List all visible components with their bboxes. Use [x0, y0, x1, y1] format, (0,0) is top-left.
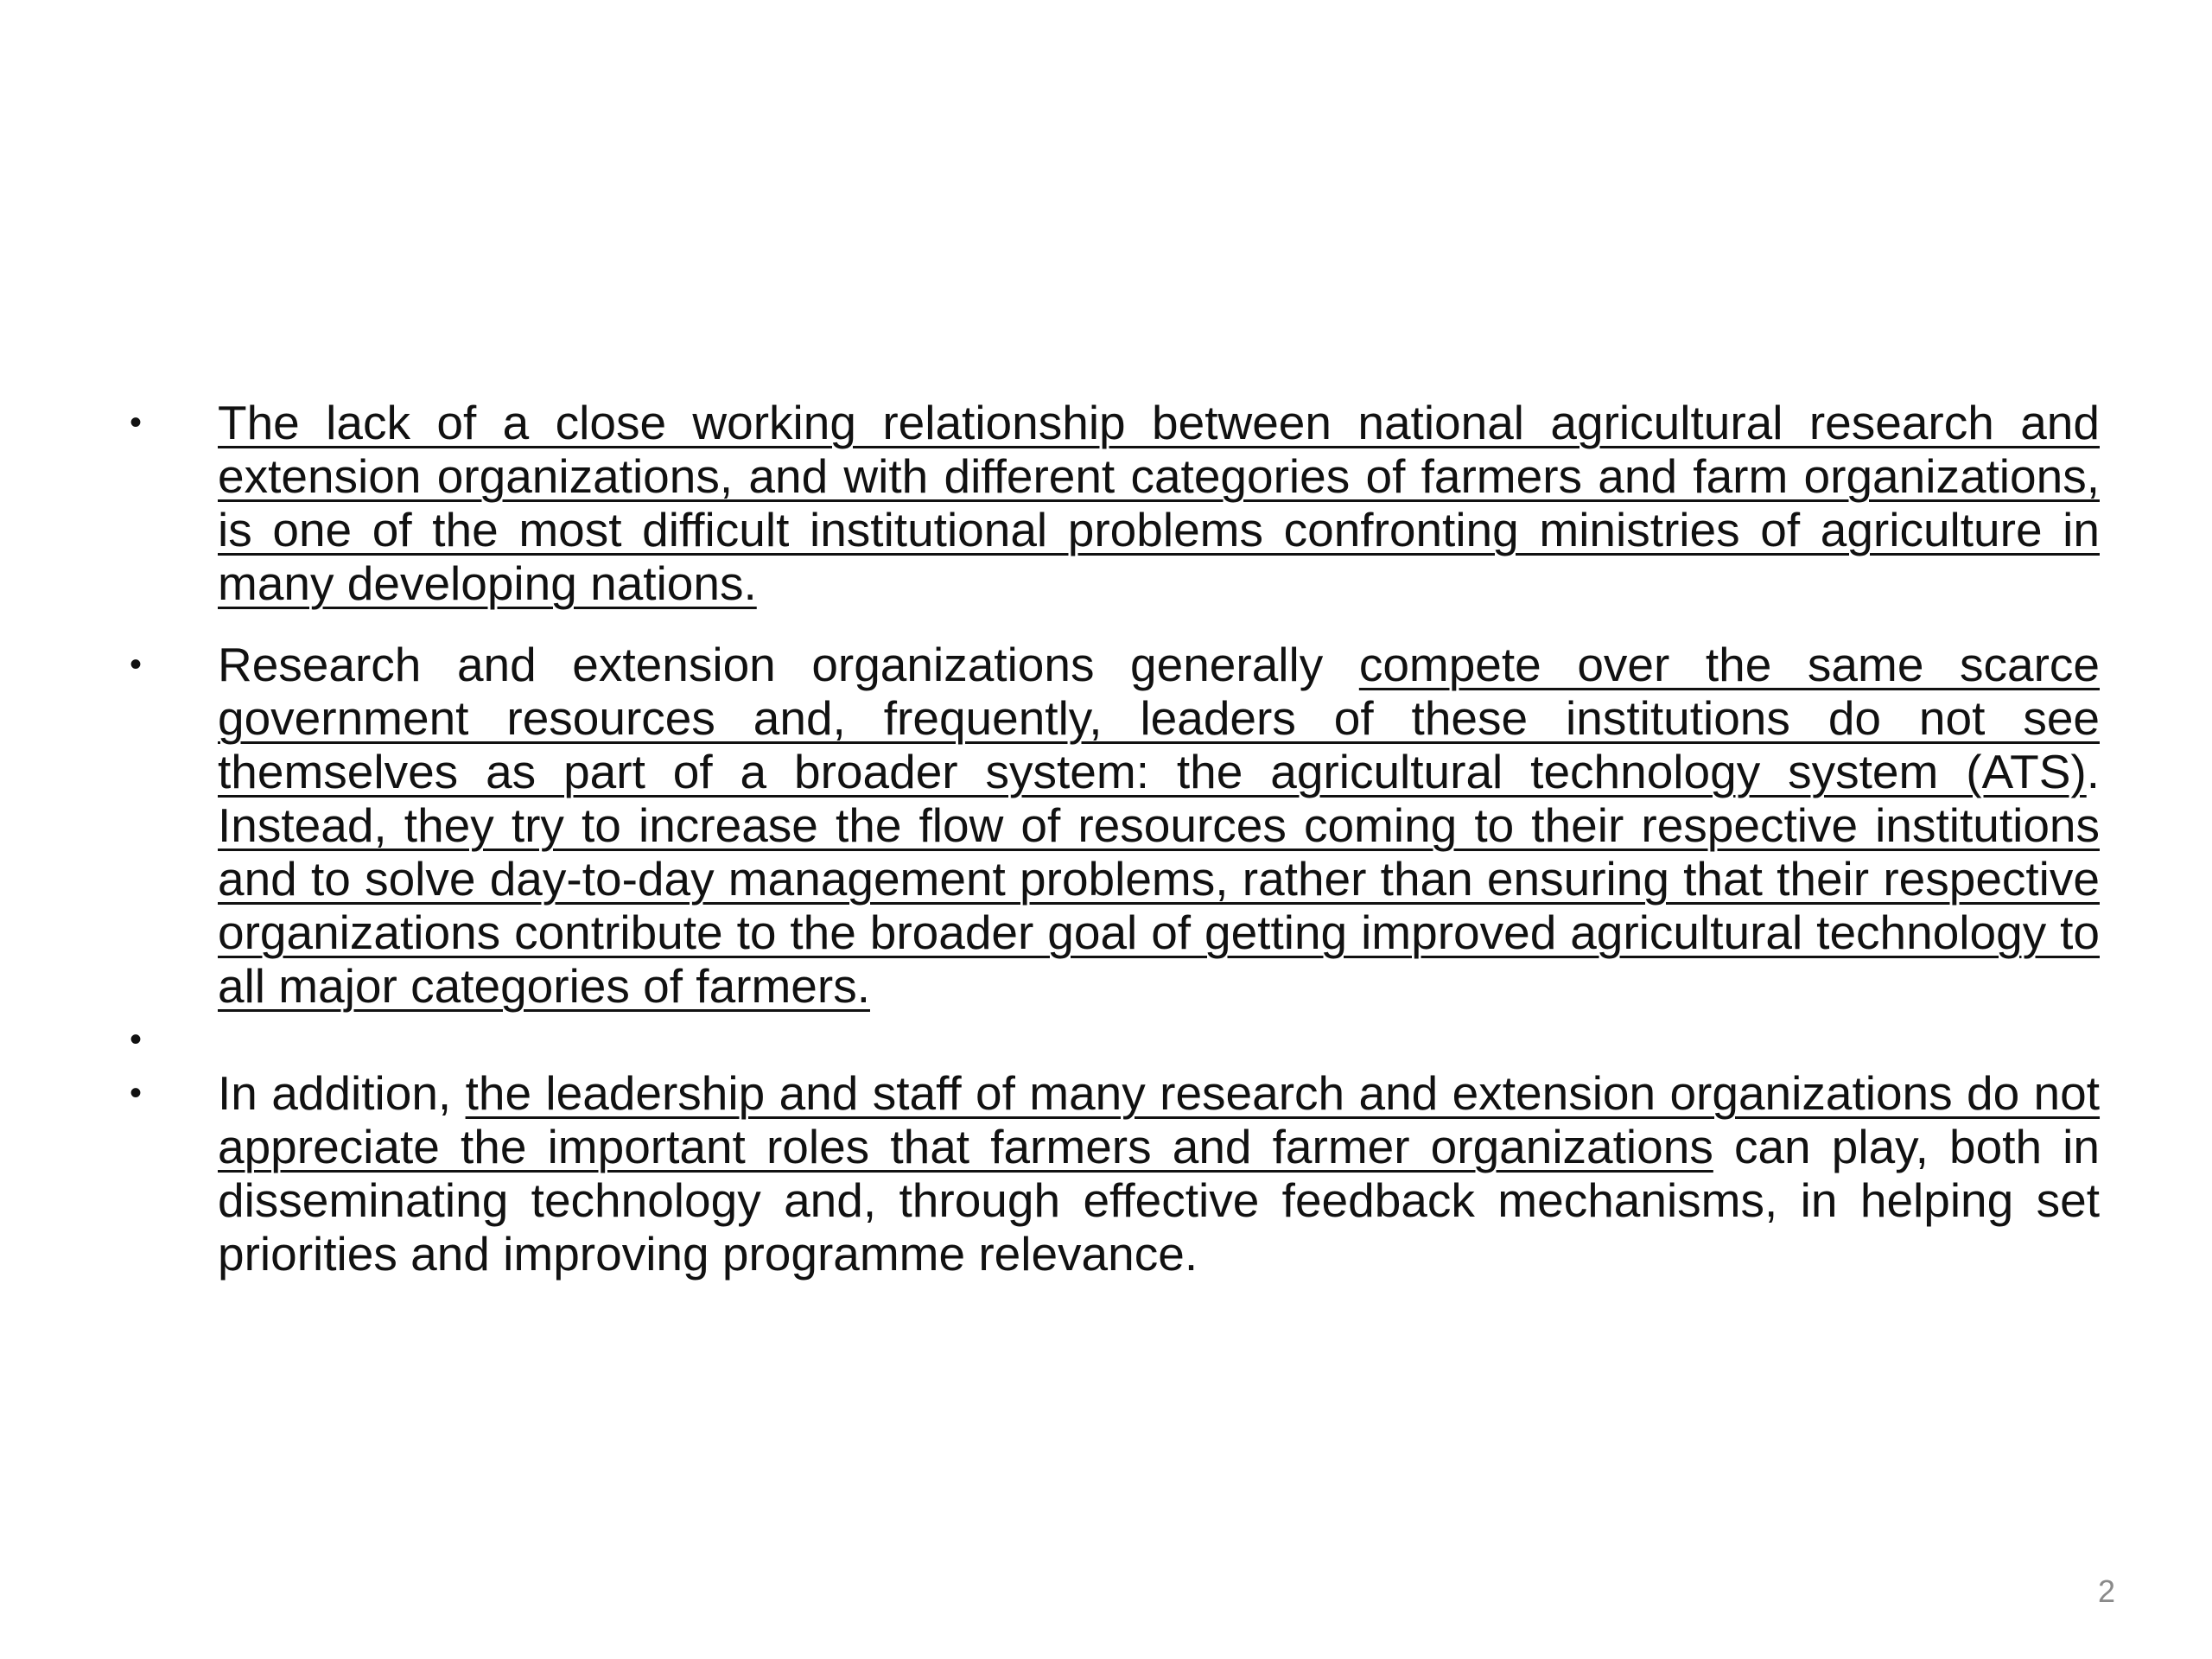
bullet-2-underlined-text-2: Instead, they try to increase the flow of resources coming to their respective institutions and to solve day-to-day management problems, rather than ensuring that their respective organizations contribute to the broader goal of getting improved agricultural technology to all major categories of farmers.: [218, 798, 2100, 1013]
bullet-icon: •: [130, 404, 143, 442]
bullet-3-underlined-text: the leadership and staff of many research and extension organizations do not appreciate the important roles that farmers and farmer organizations: [218, 1066, 2101, 1173]
bullet-list: [130, 396, 2100, 1281]
slide-number: 2: [2097, 1573, 2115, 1609]
bullet-2-underlined-text: compete over the same scarce government resources and, frequently, leaders of these institutions do not see themselves as part of a broader system: the agricultural technology system (ATS): [218, 638, 2100, 798]
bullet-1-underlined-text: The lack of a close working relationship between national agricultural research and extension organizations, and with different categories of farmers and farm organizations, is one of the most difficult institutional problems confronting ministries of agriculture in many developing nations.: [218, 396, 2100, 610]
bullet-2-plain-start: Research and extension organizations generally: [218, 638, 1359, 691]
bullet-item-1: [130, 396, 2100, 610]
bullet-item-2: [130, 638, 2100, 1013]
bullet-2-plain-mid: .: [2086, 745, 2100, 798]
bullet-item-empty: [130, 1013, 2100, 1066]
bullet-icon: •: [130, 645, 143, 683]
bullet-icon: •: [130, 1020, 143, 1058]
bullet-icon: •: [130, 1074, 143, 1112]
bullet-3-plain-end: can play, both in disseminating technology and, through effective feedback mechanisms, in helping set priorities and improving programme relevance.: [218, 1120, 2100, 1281]
bullet-3-plain-start: In addition,: [218, 1066, 466, 1120]
bullet-item-3: [130, 1066, 2100, 1281]
